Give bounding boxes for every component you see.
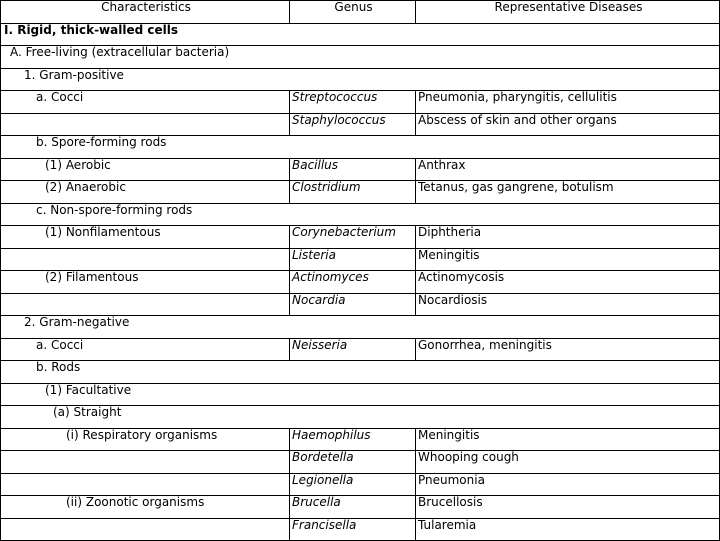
- table-row: [1, 361, 720, 384]
- disease-cell: Actinomycosis: [416, 271, 720, 294]
- disease-cell: Whooping cough: [416, 451, 720, 474]
- characteristic-cell: (2) Anaerobic: [1, 181, 290, 204]
- disease-cell: Anthrax: [416, 158, 720, 181]
- disease-cell: Tetanus, gas gangrene, botulism: [416, 181, 720, 204]
- genus-cell: Clostridium: [290, 181, 416, 204]
- table-row: [1, 226, 720, 249]
- genus-cell: Haemophilus: [290, 428, 416, 451]
- genus-cell: Neisseria: [290, 338, 416, 361]
- table-row: [1, 248, 720, 271]
- characteristic-cell: a. Cocci: [1, 338, 290, 361]
- header-characteristics: Characteristics: [1, 1, 290, 24]
- disease-cell: Nocardiosis: [416, 293, 720, 316]
- disease-cell: Tularemia: [416, 518, 720, 541]
- disease-cell: Brucellosis: [416, 496, 720, 519]
- genus-cell: Bacillus: [290, 158, 416, 181]
- genus-cell: Bordetella: [290, 451, 416, 474]
- table-row: [1, 473, 720, 496]
- disease-cell: Meningitis: [416, 248, 720, 271]
- category-heading: (a) Straight: [1, 406, 720, 429]
- category-heading: 1. Gram-positive: [1, 68, 720, 91]
- table-row: [1, 518, 720, 541]
- characteristic-cell: a. Cocci: [1, 91, 290, 114]
- header-diseases: Representative Diseases: [416, 1, 720, 24]
- disease-cell: Diphtheria: [416, 226, 720, 249]
- table-row: [1, 46, 720, 69]
- characteristic-cell: [1, 248, 290, 271]
- table-row: [1, 113, 720, 136]
- disease-cell: Gonorrhea, meningitis: [416, 338, 720, 361]
- disease-cell: Pneumonia, pharyngitis, cellulitis: [416, 91, 720, 114]
- characteristic-cell: (i) Respiratory organisms: [1, 428, 290, 451]
- table-row: [1, 136, 720, 159]
- genus-cell: Corynebacterium: [290, 226, 416, 249]
- table-row: [1, 293, 720, 316]
- table-row: [1, 496, 720, 519]
- characteristic-cell: [1, 451, 290, 474]
- header-row: [1, 1, 720, 24]
- table-row: [1, 271, 720, 294]
- disease-cell: Pneumonia: [416, 473, 720, 496]
- table-row: [1, 91, 720, 114]
- category-heading: b. Rods: [1, 361, 720, 384]
- table-row: [1, 181, 720, 204]
- characteristic-cell: [1, 293, 290, 316]
- table-row: [1, 428, 720, 451]
- table-row: [1, 451, 720, 474]
- genus-cell: Staphylococcus: [290, 113, 416, 136]
- genus-cell: Listeria: [290, 248, 416, 271]
- characteristic-cell: (ii) Zoonotic organisms: [1, 496, 290, 519]
- category-heading: 2. Gram-negative: [1, 316, 720, 339]
- table-row: [1, 406, 720, 429]
- table-row: [1, 23, 720, 46]
- genus-cell: Streptococcus: [290, 91, 416, 114]
- genus-cell: Actinomyces: [290, 271, 416, 294]
- category-heading: (1) Facultative: [1, 383, 720, 406]
- header-genus: Genus: [290, 1, 416, 24]
- table-row: [1, 383, 720, 406]
- characteristic-cell: [1, 518, 290, 541]
- table-row: [1, 68, 720, 91]
- characteristic-cell: (2) Filamentous: [1, 271, 290, 294]
- table-row: [1, 158, 720, 181]
- characteristic-cell: (1) Aerobic: [1, 158, 290, 181]
- genus-cell: Francisella: [290, 518, 416, 541]
- table-row: [1, 316, 720, 339]
- genus-cell: Brucella: [290, 496, 416, 519]
- section-heading: I. Rigid, thick-walled cells: [1, 23, 720, 46]
- table-row: [1, 203, 720, 226]
- genus-cell: Legionella: [290, 473, 416, 496]
- category-heading: c. Non-spore-forming rods: [1, 203, 720, 226]
- category-heading: b. Spore-forming rods: [1, 136, 720, 159]
- characteristic-cell: [1, 473, 290, 496]
- characteristic-cell: [1, 113, 290, 136]
- category-heading: A. Free-living (extracellular bacteria): [1, 46, 720, 69]
- characteristic-cell: (1) Nonfilamentous: [1, 226, 290, 249]
- disease-cell: Abscess of skin and other organs: [416, 113, 720, 136]
- table-row: [1, 338, 720, 361]
- genus-cell: Nocardia: [290, 293, 416, 316]
- disease-cell: Meningitis: [416, 428, 720, 451]
